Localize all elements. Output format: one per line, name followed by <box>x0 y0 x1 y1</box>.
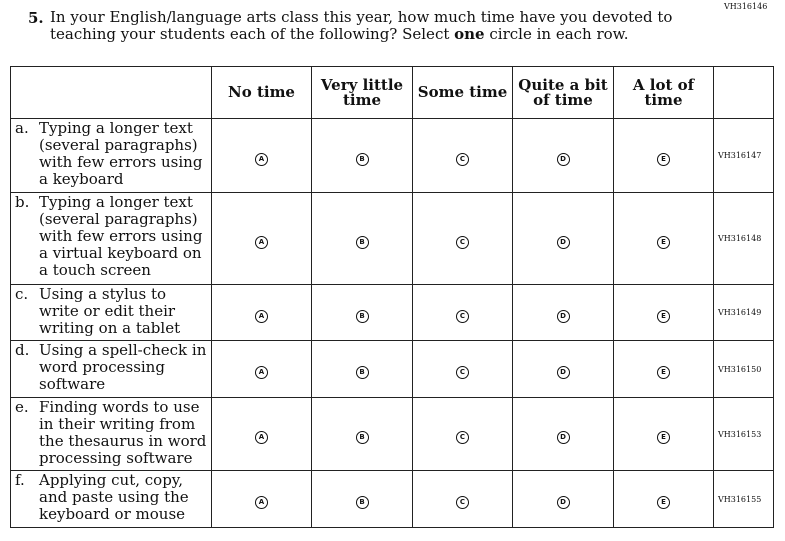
answer-bubble-b[interactable]: B <box>356 431 369 444</box>
option-cell-some-time[interactable] <box>413 341 513 398</box>
row-item-cell <box>11 398 212 471</box>
answer-bubble-e[interactable]: E <box>657 366 670 379</box>
row-item-text: Using a stylus to write or edit their writing on a tablet <box>39 285 181 337</box>
option-cell-quite-a-bit-of-time[interactable] <box>513 119 614 193</box>
answer-bubble-a[interactable]: A <box>255 496 268 509</box>
row-item-letter: e. <box>15 398 29 416</box>
option-cell-quite-a-bit-of-time[interactable] <box>513 471 614 528</box>
option-cell-very-little-time[interactable] <box>312 471 413 528</box>
option-cell-very-little-time[interactable] <box>312 285 413 341</box>
answer-bubble-d[interactable]: D <box>557 496 570 509</box>
table-row <box>11 471 774 528</box>
answer-bubble-a[interactable]: A <box>255 153 268 166</box>
column-header-no-time: No time <box>212 67 312 119</box>
row-item-cell <box>11 193 212 285</box>
option-cell-no-time[interactable] <box>212 285 312 341</box>
answer-bubble-b[interactable]: B <box>356 153 369 166</box>
option-cell-a-lot-of-time[interactable] <box>614 285 714 341</box>
answer-bubble-e[interactable]: E <box>657 431 670 444</box>
row-id: VH316153 <box>714 398 774 471</box>
answer-bubble-c[interactable]: C <box>456 310 469 323</box>
option-cell-no-time[interactable] <box>212 341 312 398</box>
row-item-letter: c. <box>15 285 29 303</box>
option-cell-some-time[interactable] <box>413 193 513 285</box>
answer-bubble-e[interactable]: E <box>657 310 670 323</box>
answer-bubble-c[interactable]: C <box>456 236 469 249</box>
option-cell-a-lot-of-time[interactable] <box>614 119 714 193</box>
answer-bubble-b[interactable]: B <box>356 236 369 249</box>
header-blank-cell <box>11 67 212 119</box>
answer-bubble-c[interactable]: C <box>456 496 469 509</box>
option-cell-some-time[interactable] <box>413 119 513 193</box>
row-item-text: Typing a longer text (several paragraphs) with few errors using a virtual keyboard on a touch screen <box>39 193 203 279</box>
option-cell-some-time[interactable] <box>413 285 513 341</box>
response-grid <box>10 66 774 528</box>
row-item-text: Finding words to use in their writing from the thesaurus in word processing software <box>39 398 207 467</box>
row-item-cell <box>11 119 212 193</box>
table-row <box>11 398 774 471</box>
answer-bubble-b[interactable]: B <box>356 496 369 509</box>
question-number: 5. <box>28 9 44 27</box>
answer-bubble-e[interactable]: E <box>657 236 670 249</box>
row-item-text: Using a spell-check in word processing software <box>39 341 207 393</box>
row-item-letter: a. <box>15 119 29 137</box>
answer-bubble-d[interactable]: D <box>557 310 570 323</box>
option-cell-some-time[interactable] <box>413 398 513 471</box>
answer-bubble-c[interactable]: C <box>456 153 469 166</box>
answer-bubble-e[interactable]: E <box>657 153 670 166</box>
option-cell-very-little-time[interactable] <box>312 398 413 471</box>
answer-bubble-c[interactable]: C <box>456 431 469 444</box>
row-id: VH316155 <box>714 471 774 528</box>
option-cell-a-lot-of-time[interactable] <box>614 398 714 471</box>
option-cell-very-little-time[interactable] <box>312 119 413 193</box>
answer-bubble-e[interactable]: E <box>657 496 670 509</box>
row-item-cell <box>11 341 212 398</box>
column-header-some-time: Some time <box>413 67 513 119</box>
option-cell-very-little-time[interactable] <box>312 193 413 285</box>
row-id: VH316149 <box>714 285 774 341</box>
answer-bubble-d[interactable]: D <box>557 153 570 166</box>
row-item-cell <box>11 471 212 528</box>
column-header-a-lot-of-time: A lot of time <box>614 67 714 119</box>
option-cell-no-time[interactable] <box>212 193 312 285</box>
option-cell-quite-a-bit-of-time[interactable] <box>513 398 614 471</box>
answer-bubble-d[interactable]: D <box>557 366 570 379</box>
row-item-letter: b. <box>15 193 30 211</box>
column-header-quite-a-bit-of-time: Quite a bit of time <box>513 67 614 119</box>
row-id: VH316150 <box>714 341 774 398</box>
option-cell-quite-a-bit-of-time[interactable] <box>513 285 614 341</box>
header-row <box>11 67 774 119</box>
answer-bubble-a[interactable]: A <box>255 310 268 323</box>
answer-bubble-a[interactable]: A <box>255 366 268 379</box>
table-row <box>11 285 774 341</box>
answer-bubble-d[interactable]: D <box>557 431 570 444</box>
answer-bubble-c[interactable]: C <box>456 366 469 379</box>
column-header-very-little-time: Very little time <box>312 67 413 119</box>
row-item-text: Typing a longer text (several paragraphs) with few errors using a keyboard <box>39 119 203 188</box>
row-id: VH316148 <box>714 193 774 285</box>
answer-bubble-b[interactable]: B <box>356 366 369 379</box>
option-cell-a-lot-of-time[interactable] <box>614 471 714 528</box>
question-id: VH316146 <box>724 2 768 11</box>
option-cell-very-little-time[interactable] <box>312 341 413 398</box>
row-item-text: Applying cut, copy, and paste using the keyboard or mouse <box>39 471 189 523</box>
option-cell-a-lot-of-time[interactable] <box>614 193 714 285</box>
row-id: VH316147 <box>714 119 774 193</box>
answer-bubble-a[interactable]: A <box>255 431 268 444</box>
option-cell-no-time[interactable] <box>212 398 312 471</box>
question-text-end: circle in each row. <box>484 25 629 43</box>
question-text <box>50 9 690 43</box>
row-item-letter: d. <box>15 341 30 359</box>
option-cell-a-lot-of-time[interactable] <box>614 341 714 398</box>
option-cell-quite-a-bit-of-time[interactable] <box>513 193 614 285</box>
question-text-emphasis: one <box>454 25 485 43</box>
option-cell-some-time[interactable] <box>413 471 513 528</box>
answer-bubble-b[interactable]: B <box>356 310 369 323</box>
option-cell-no-time[interactable] <box>212 471 312 528</box>
header-id-cell <box>714 67 774 119</box>
option-cell-no-time[interactable] <box>212 119 312 193</box>
option-cell-quite-a-bit-of-time[interactable] <box>513 341 614 398</box>
table-row <box>11 193 774 285</box>
answer-bubble-a[interactable]: A <box>255 236 268 249</box>
table-row <box>11 119 774 193</box>
question-text-start: In your English/language arts class this year, how much time have you devoted to teaching your students each of the following? Select <box>50 8 673 43</box>
table-row <box>11 341 774 398</box>
row-item-cell <box>11 285 212 341</box>
answer-bubble-d[interactable]: D <box>557 236 570 249</box>
row-item-letter: f. <box>15 471 25 489</box>
